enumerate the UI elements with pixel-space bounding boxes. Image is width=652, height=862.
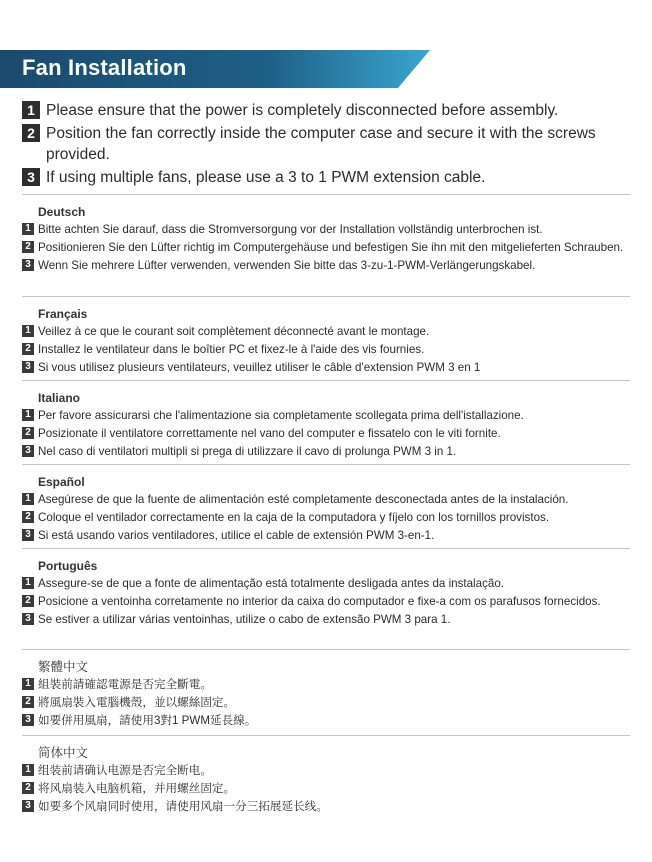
step-text: Veillez à ce que le courant soit complètement déconnecté avant le montage.	[38, 325, 430, 338]
step-number-badge: 2	[22, 124, 40, 142]
main-step	[22, 167, 632, 189]
step-text: Se estiver a utilizar várias ventoinhas, utilize o cabo de extensão PWM 3 para 1.	[38, 613, 451, 626]
step-text: Posicione a ventoinha corretamente no interior da caixa do computador e fixe-a com os parafusos fornecidos.	[38, 595, 601, 608]
step-text: Installez le ventilateur dans le boîtier PC et fixez-le à l'aide des vis fournies.	[38, 343, 425, 356]
step-number-badge: 3	[22, 613, 34, 625]
step-text: Posizionate il ventilatore correttamente nel vano del computer e fissatelo con le viti fornite.	[38, 427, 501, 440]
list-item	[22, 611, 630, 628]
list-item	[22, 593, 630, 610]
list-item	[22, 443, 630, 460]
list-item	[22, 712, 630, 729]
main-step	[22, 123, 632, 166]
step-text: Per favore assicurarsi che l'alimentazione sia completamente scollegata prima dell'istallazione.	[38, 409, 524, 422]
language-heading: Français	[38, 307, 88, 321]
step-number-badge: 3	[22, 800, 34, 812]
list-item	[22, 491, 630, 508]
step-text: Si está usando varios ventiladores, utilice el cable de extensión PWM 3-en-1.	[38, 529, 435, 542]
list-item	[22, 323, 630, 340]
step-text: Nel caso di ventilatori multipli si prega di utilizzare il cavo di prolunga PWM 3 in 1.	[38, 445, 457, 458]
section-simplified-chinese	[22, 735, 630, 815]
list-item	[22, 575, 630, 592]
section-italiano	[22, 380, 630, 460]
list-item	[22, 509, 630, 526]
step-text: Assegure-se de que a fonte de alimentação está totalmente desligada antes da instalação.	[38, 577, 504, 590]
language-heading: 繁體中文	[38, 660, 89, 674]
step-text: Asegúrese de que la fuente de alimentación esté completamente desconectada antes de la instalación.	[38, 493, 569, 506]
step-number-badge: 1	[22, 223, 34, 235]
step-number-badge: 2	[22, 343, 34, 355]
list-item	[22, 239, 630, 256]
main-steps	[22, 100, 632, 189]
step-number-badge: 1	[22, 678, 34, 690]
section-deutsch	[22, 194, 630, 274]
step-number-badge: 3	[22, 445, 34, 457]
step-text: Please ensure that the power is completely disconnected before assembly.	[46, 102, 559, 119]
language-heading: Español	[38, 475, 85, 489]
step-number-badge: 1	[22, 101, 40, 119]
section-traditional-chinese	[22, 649, 630, 729]
step-text: Si vous utilisez plusieurs ventilateurs, veuillez utiliser le câble d'extension PWM 3 en 1	[38, 361, 481, 374]
list-item	[22, 221, 630, 238]
step-number-badge: 3	[22, 714, 34, 726]
step-text: Coloque el ventilador correctamente en la caja de la computadora y fíjelo con los tornillos provistos.	[38, 511, 550, 524]
list-item	[22, 341, 630, 358]
page-title: Fan Installation	[22, 55, 187, 80]
main-step	[22, 100, 632, 122]
step-text: Wenn Sie mehrere Lüfter verwenden, verwenden Sie bitte das 3-zu-1-PWM-Verlängerungskabel.	[38, 259, 536, 272]
step-number-badge: 1	[22, 493, 34, 505]
section-portugues	[22, 548, 630, 628]
list-item	[22, 527, 630, 544]
list-item	[22, 407, 630, 424]
step-text: 组装前请确认电源是否完全断电。	[38, 764, 212, 777]
step-number-badge: 3	[22, 361, 34, 373]
step-text: 将风扇装入电脑机箱，并用螺丝固定。	[38, 782, 236, 795]
list-item	[22, 676, 630, 693]
step-text: Positionieren Sie den Lüfter richtig im Computergehäuse und befestigen Sie ihn mit den mitgelieferten Schrauben.	[38, 241, 624, 254]
step-number-badge: 3	[22, 168, 40, 186]
step-text: 將風扇裝入電腦機殼，並以螺絲固定。	[38, 696, 236, 709]
list-item	[22, 798, 630, 815]
list-item	[22, 257, 630, 274]
section-espanol	[22, 464, 630, 544]
list-item	[22, 359, 630, 376]
language-heading: Deutsch	[38, 205, 86, 219]
list-item	[22, 694, 630, 711]
step-number-badge: 2	[22, 696, 34, 708]
step-text: 如要多个风扇同时使用，请使用风扇一分三拓展延长线。	[38, 800, 328, 813]
step-number-badge: 2	[22, 241, 34, 253]
step-number-badge: 2	[22, 782, 34, 794]
step-text: Position the fan correctly inside the computer case and secure it with the screws provided.	[46, 124, 596, 163]
step-text: 如要併用風扇，請使用3對1 PWM延長線。	[38, 714, 257, 727]
language-heading: 简体中文	[38, 746, 89, 760]
language-heading: Italiano	[38, 391, 81, 405]
step-number-badge: 1	[22, 764, 34, 776]
step-number-badge: 2	[22, 427, 34, 439]
step-number-badge: 1	[22, 577, 34, 589]
step-text: If using multiple fans, please use a 3 to 1 PWM extension cable.	[46, 168, 486, 186]
step-number-badge: 1	[22, 409, 34, 421]
step-number-badge: 3	[22, 529, 34, 541]
step-number-badge: 2	[22, 511, 34, 523]
step-number-badge: 3	[22, 259, 34, 271]
list-item	[22, 762, 630, 779]
section-francais	[22, 296, 630, 376]
list-item	[22, 780, 630, 797]
step-number-badge: 1	[22, 325, 34, 337]
step-text: 組裝前請確認電源是否完全斷電。	[38, 678, 212, 691]
list-item	[22, 425, 630, 442]
step-text: Bitte achten Sie darauf, dass die Stromversorgung vor der Installation vollständig unterbrochen ist.	[38, 223, 543, 236]
step-number-badge: 2	[22, 595, 34, 607]
language-heading: Português	[38, 559, 98, 573]
